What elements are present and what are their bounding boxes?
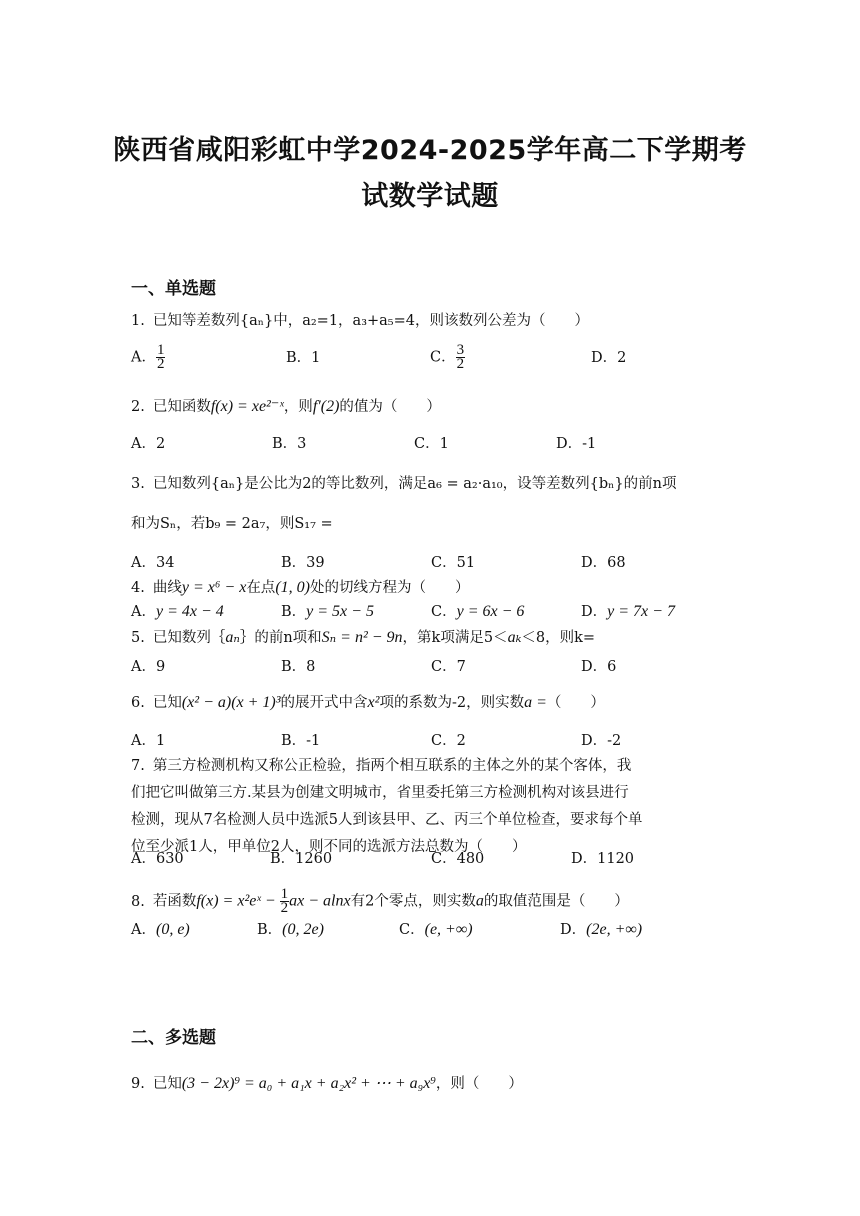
question-8: 8. 若函数f(x) = x²eˣ − $\frac{1}{2}$ ax − alnx有2个零点，则实数a的取值范围是（ ） — [131, 886, 629, 916]
option-c: C．7 — [431, 659, 466, 675]
question-9: 9. 已知(3 − 2x)⁹ = a₀ + a₁x + a₂x² + ⋯ + a₉x⁹，则（ ） — [131, 1075, 523, 1092]
option-a: A． $\frac{1}{2}$ — [131, 342, 165, 372]
option-d: D．-2 — [581, 733, 622, 749]
question-3-line-2: 和为Sₙ，若b₉ = 2a₇，则S₁₇ = — [131, 516, 333, 532]
question-6: 6. 已知(x² − a)(x + 1)³的展开式中含x²项的系数为-2，则实数a =（ ） — [131, 694, 605, 711]
question-2-options — [131, 432, 731, 454]
option-c: C．y = 6x − 6 — [431, 603, 525, 620]
option-b: B．y = 5x − 5 — [281, 603, 374, 620]
option-a: A．2 — [131, 436, 166, 452]
question-4-options — [131, 600, 731, 622]
fraction: $\frac{3}{2}$ — [456, 342, 465, 372]
option-d: D．2 — [591, 350, 627, 366]
option-d: D．(2e, +∞) — [560, 921, 643, 938]
option-b: B．1260 — [270, 851, 333, 867]
question-1 — [131, 309, 589, 330]
question-1-options — [131, 338, 731, 372]
option-a: A．1 — [131, 733, 166, 749]
question-8-options — [131, 918, 731, 940]
option-b: B．(0, 2e) — [257, 921, 324, 938]
option-c: C． $\frac{3}{2}$ — [430, 342, 465, 372]
fraction: $\frac{1}{2}$ — [280, 886, 289, 916]
option-d: D．y = 7x − 7 — [581, 603, 675, 620]
question-text: 已知等差数列{aₙ}中，a₂=1，a₃+a₅=4，则该数列公差为（ ） — [152, 313, 589, 329]
option-b: B．1 — [286, 350, 321, 366]
question-number: 1. — [131, 313, 145, 329]
option-d: D．68 — [581, 555, 626, 571]
fraction: $\frac{1}{2}$ — [156, 342, 165, 372]
question-2: 2. 已知函数f(x) = xe²⁻ˣ，则f′(2)的值为（ ） — [131, 398, 441, 415]
option-b: B．8 — [281, 659, 316, 675]
option-c: C．2 — [431, 733, 466, 749]
option-a: A．630 — [131, 851, 184, 867]
question-3-options — [131, 551, 731, 573]
option-a: A．(0, e) — [131, 921, 190, 938]
option-c: C．(e, +∞) — [399, 921, 473, 938]
math-function: f(x) = xe²⁻ˣ — [210, 398, 284, 415]
math-derivative: f′(2) — [312, 398, 340, 415]
section-heading-multiple-choice: 二、多选题 — [131, 1028, 216, 1048]
question-5-options — [131, 655, 731, 677]
option-a: A．34 — [131, 555, 175, 571]
option-b: B．3 — [272, 436, 307, 452]
question-5: 5. 已知数列｛aₙ｝的前n项和Sₙ = n² − 9n，第k项满足5＜aₖ＜8，则k= — [131, 629, 596, 646]
option-c: C．480 — [431, 851, 485, 867]
title-line-2: 试数学试题 — [361, 181, 499, 212]
option-d: D．1120 — [571, 851, 635, 867]
question-3-line-1: 3. 已知数列{aₙ}是公比为2的等比数列，满足a₆ = a₂·a₁₀，设等差数列{bₙ}的前n项 — [131, 476, 677, 492]
question-6-options — [131, 729, 731, 751]
exam-title — [70, 128, 790, 220]
option-d: D．-1 — [556, 436, 597, 452]
option-c: C．1 — [414, 436, 449, 452]
option-b: B．-1 — [281, 733, 321, 749]
question-4: 4. 曲线y = x⁶ − x在点(1, 0)处的切线方程为（ ） — [131, 579, 470, 596]
option-a: A．9 — [131, 659, 166, 675]
option-c: C．51 — [431, 555, 476, 571]
option-a: A．y = 4x − 4 — [131, 603, 224, 620]
question-7: 7. 第三方检测机构又称公正检验，指两个相互联系的主体之外的某个客体，我 们把它叫做第三方.某县为创建文明城市，省里委托第三方检测机构对该县进行 检测，现从7名检测人员中选派5人到该县甲、乙、丙三个单位检查，要求每个单 位至少派1人，甲单位2人，则不同的选派方法总数为（ ） — [131, 758, 643, 855]
option-d: D．6 — [581, 659, 617, 675]
option-b: B．39 — [281, 555, 325, 571]
question-7-options — [131, 847, 731, 869]
title-line-1: 陕西省咸阳彩虹中学2024-2025学年高二下学期考 — [113, 135, 747, 166]
section-heading-single-choice: 一、单选题 — [131, 279, 216, 299]
